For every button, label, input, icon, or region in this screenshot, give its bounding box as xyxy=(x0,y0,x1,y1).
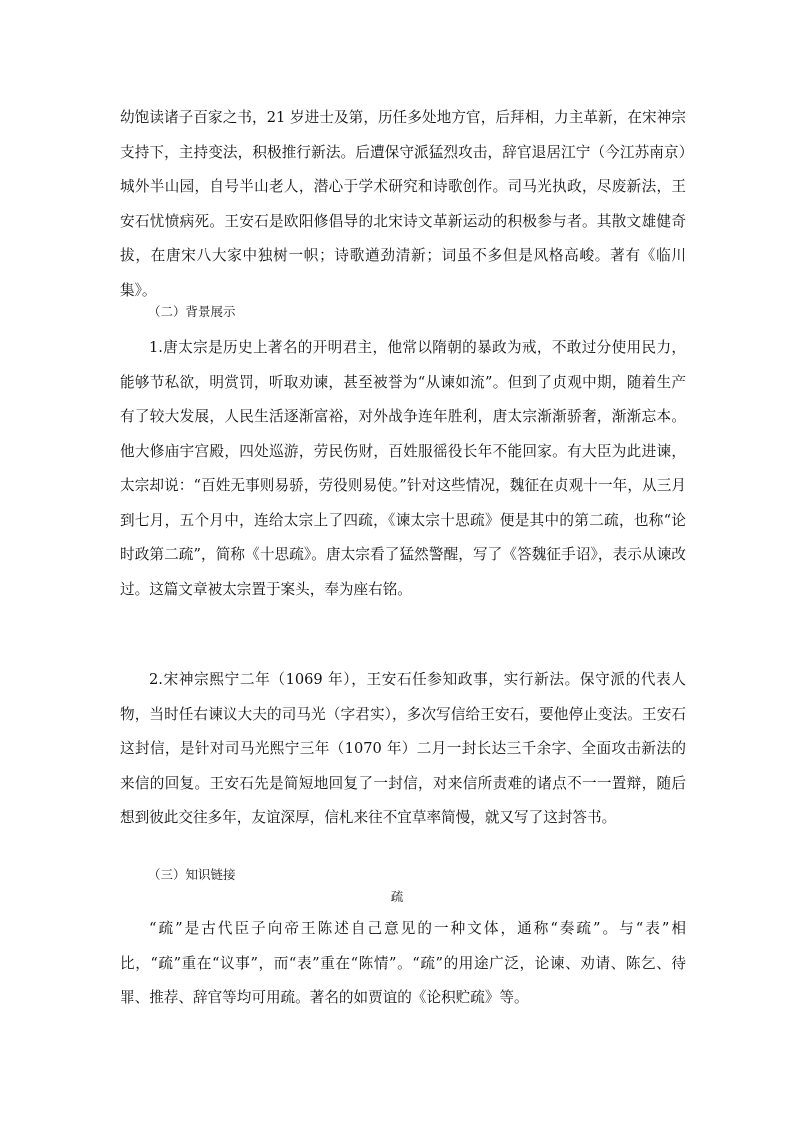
author-intro-paragraph: 幼饱读诸子百家之书，21 岁进士及第，历任多处地方官，后拜相，力主革新，在宋神宗支持下，主持变法，积极推行新法。后遭保守派猛烈攻击，辞官退居江宁（今江苏南京）城外半山园，自号半山老人，潜心于学术研究和诗歌创作。司马光执政，尽废新法，王安石忧愤病死。王安石是欧阳修倡导的北宋诗文革新运动的积极参与者。其散文雄健奇拔，在唐宋八大家中独树一帜；诗歌遒劲清新；词虽不多但是风格高峻。著有《临川集》。 xyxy=(120,109,686,299)
knowledge-title: 疏 xyxy=(390,889,404,904)
section-heading-background: （二）背景展示 xyxy=(148,304,236,319)
background-paragraph-1: 1.唐太宗是历史上著名的开明君主，他常以隋朝的暴政为戒，不敢过分使用民力，能够节私欲，明赏罚，听取劝谏，甚至被誉为“从谏如流”。但到了贞观中期，随着生产有了较大发展，人民生活逐渐富裕，对外战争连年胜利，唐太宗渐渐骄奢，渐渐忘本。他大修庙宇宫殿，四处巡游，劳民伤财，百姓服徭役长年不能回家。有大臣为此进谏，太宗却说：“百姓无事则易骄，劳役则易使。”针对这些情况，魏征在贞观十一年，从三月到七月，五个月中，连给太宗上了四疏，《谏太宗十思疏》便是其中的第二疏，也称“论时政第二疏”，简称《十思疏》。唐太宗看了猛然警醒，写了《答魏征手诏》，表示从谏改过。这篇文章被太宗置于案头，奉为座右铭。 xyxy=(120,339,686,598)
background-paragraph-2: 2.宋神宗熙宁二年（1069 年），王安石任参知政事，实行新法。保守派的代表人物，当时任右谏议大夫的司马光（字君实），多次写信给王安石，要他停止变法。王安石这封信，是针对司马光熙宁三年（1070 年）二月一封长达三千余字、全面攻击新法的来信的回复。王安石先是简短地回复了一封信，对来信所责难的诸点不一一置辩，随后想到彼此交往多年，友谊深厚，信札来往不宜草率简慢，就又写了这封答书。 xyxy=(120,671,686,826)
section-heading-knowledge: （三）知识链接 xyxy=(148,867,236,882)
knowledge-paragraph: “疏”是古代臣子向帝王陈述自己意见的一种文体，通称“奏疏”。与“表”相比，“疏”重在“议事”，而“表”重在“陈情”。“疏”的用途广泛，论谏、劝请、陈乞、待罪、推荐、辞官等均可用疏。著名的如贾谊的《论积贮疏》等。 xyxy=(120,920,686,1006)
